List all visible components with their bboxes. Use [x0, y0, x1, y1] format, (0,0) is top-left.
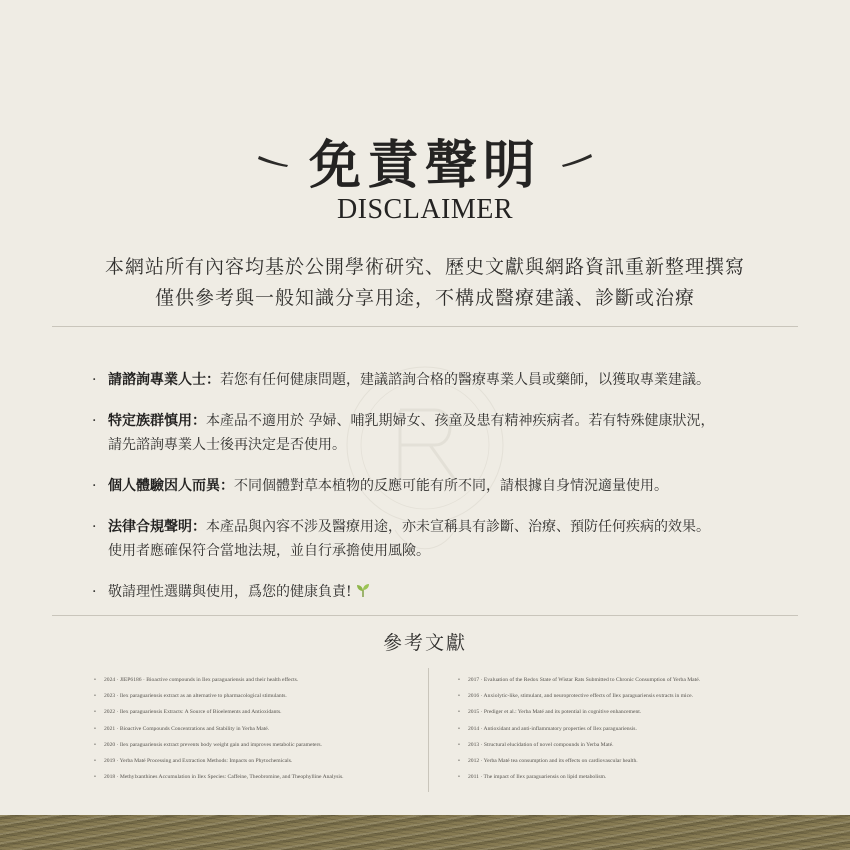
intro-text	[0, 252, 850, 314]
references-right-column	[458, 672, 788, 785]
item-text: 使用者應確保符合當地法規，並自行承擔使用風險。	[108, 543, 430, 559]
divider	[52, 615, 798, 616]
reference-item: • 2020 · Ilex paraguariensis extract prevents body weight gain and improves metabolic parameters.	[94, 737, 414, 753]
reference-item: • 2012 · Yerba Maté tea consumption and its effects on cardiovascular health.	[458, 753, 788, 769]
reference-item: • 2023 · Ilex paraguariensis extract as an alternative to pharmacological stimulants.	[94, 688, 414, 704]
closing-text: 敬請理性選購與使用，爲您的健康負責!	[108, 584, 352, 600]
item-label: 請諮詢專業人士：	[108, 372, 220, 388]
disclaimer-list	[92, 368, 772, 604]
page-title: 免責聲明	[308, 134, 541, 196]
reference-item: • 2014 · Antioxidant and anti-inflammatory properties of Ilex paraguariensis.	[458, 721, 788, 737]
item-text: 不同個體對草本植物的反應可能有所不同，請根據自身情況適量使用。	[234, 478, 668, 494]
item-label: 個人體驗因人而異：	[108, 478, 234, 494]
brush-dash-icon	[559, 152, 593, 168]
reference-item: • 2011 · The impact of Ilex paraguariensis on lipid metabolism.	[458, 769, 788, 785]
list-item	[92, 580, 772, 604]
reference-item: • 2024 · JIEP6186 · Bioactive compounds in Ilex paraguariensis and their health effects.	[94, 672, 414, 688]
item-text: 本產品與內容不涉及醫療用途，亦未宣稱具有診斷、治療、預防任何疾病的效果。	[206, 519, 710, 535]
references-title: 參考文獻	[382, 632, 467, 654]
list-item	[92, 515, 772, 563]
intro-line: 僅供參考與一般知識分享用途，不構成醫療建議、診斷或治療	[154, 287, 695, 309]
reference-item: • 2022 · Ilex paraguariensis Extracts: A Source of Bioelements and Antioxidants.	[94, 704, 414, 720]
item-text: 本產品不適用於 孕婦、哺乳期婦女、孩童及患有精神疾病者。若有特殊健康狀況，	[206, 413, 715, 429]
sprout-icon	[355, 582, 371, 598]
brush-dash-icon	[257, 152, 291, 168]
list-item	[92, 368, 772, 392]
reference-item: • 2018 · Methylxanthines Accumulation in Ilex Species: Caffeine, Theobromine, and Theophylline Analysis.	[94, 769, 414, 785]
title-row	[0, 128, 850, 196]
list-item	[92, 409, 772, 457]
reference-item: • 2013 · Structural elucidation of novel compounds in Yerba Maté.	[458, 737, 788, 753]
footer-texture-band	[0, 815, 850, 850]
item-text: 若您有任何健康問題，建議諮詢合格的醫療專業人員或藥師，以獲取專業建議。	[220, 372, 710, 388]
divider	[52, 326, 798, 327]
reference-item: • 2015 · Prediger et al.: Yerba Maté and its potential in cognitive enhancement.	[458, 704, 788, 720]
intro-line: 本網站所有內容均基於公開學術研究、歷史文獻與網路資訊重新整理撰寫	[104, 256, 745, 278]
reference-item: • 2019 · Yerba Maté Processing and Extraction Methods: Impacts on Phytochemicals.	[94, 753, 414, 769]
item-text: 請先諮詢專業人士後再決定是否使用。	[108, 437, 346, 453]
list-item	[92, 474, 772, 498]
reference-item: • 2016 · Anxiolytic-like, stimulant, and neuroprotective effects of Ilex paraguariensis extracts in mice.	[458, 688, 788, 704]
reference-item: • 2021 · Bioactive Compounds Concentrations and Stability in Yerba Maté.	[94, 721, 414, 737]
item-label: 特定族群慎用：	[108, 413, 206, 429]
column-divider	[428, 668, 429, 792]
item-label: 法律合規聲明：	[108, 519, 206, 535]
reference-item: • 2017 · Evaluation of the Redox State of Wistar Rats Submitted to Chronic Consumption of Yerba Maté.	[458, 672, 788, 688]
references-left-column	[94, 672, 414, 785]
page-subtitle: DISCLAIMER	[336, 194, 514, 225]
